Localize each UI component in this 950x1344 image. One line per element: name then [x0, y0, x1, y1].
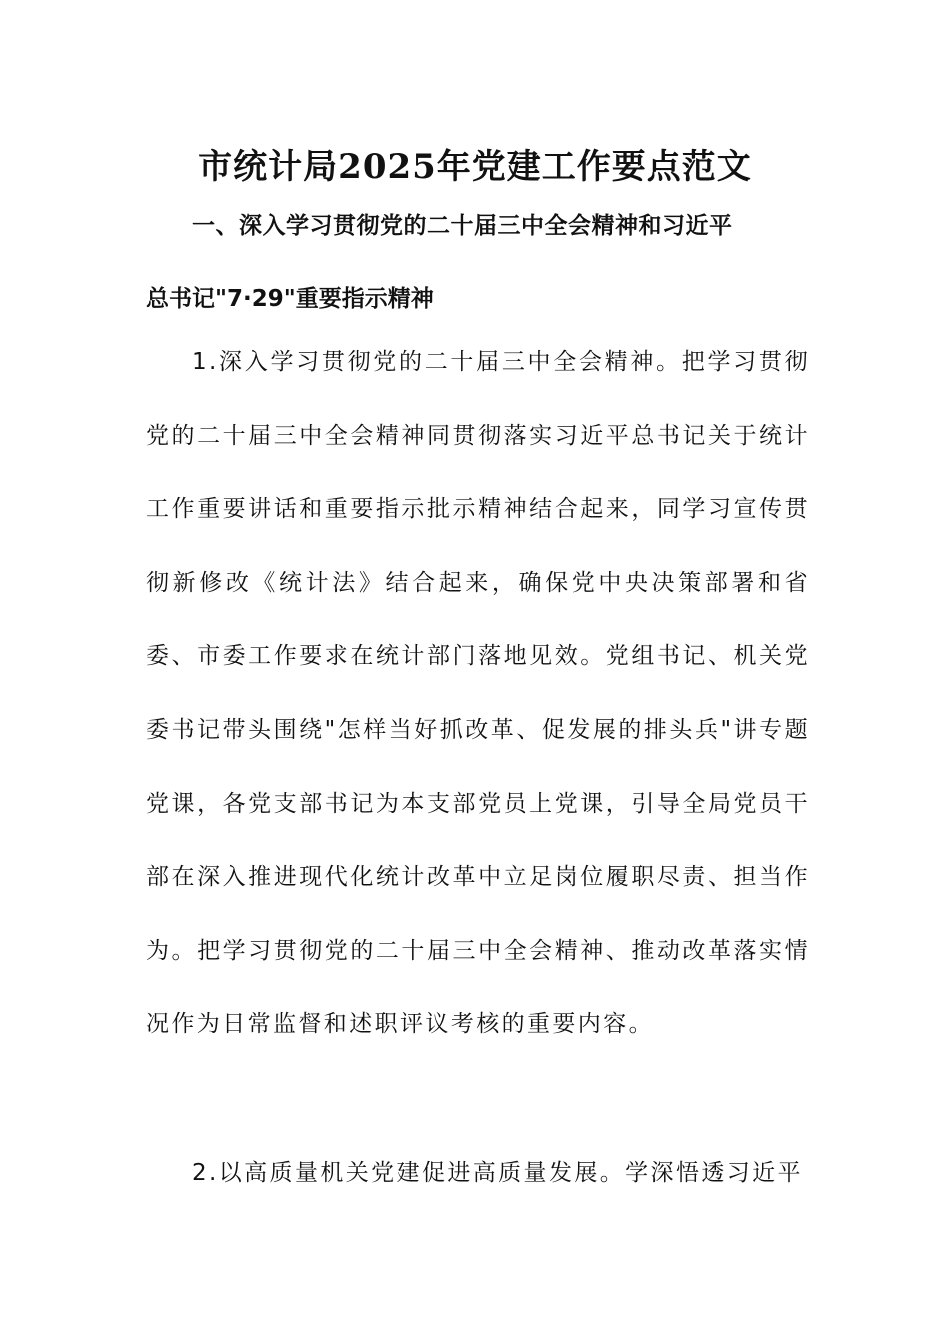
paragraph-1: 1.深入学习贯彻党的二十届三中全会精神。把学习贯彻党的二十届三中全会精神同贯彻落实习近平总书记关于统计工作重要讲话和重要指示批示精神结合起来，同学习宣传贯彻新修改《统计法》结合起来，确保党中央决策部署和省委、市委工作要求在统计部门落地见效。党组书记、机关党委书记带头围绕"怎样当好抓改革、促发展的排头兵"讲专题党课，各党支部书记为本支部党员上党课，引导全局党员干部在深入推进现代化统计改革中立足岗位履职尽责、担当作为。把学习贯彻党的二十届三中全会精神、推动改革落实情况作为日常监督和述职评议考核的重要内容。 — [146, 349, 810, 1038]
section-heading-line-1: 一、深入学习贯彻党的二十届三中全会精神和习近平 — [192, 213, 733, 239]
document-title: 市统计局2025年党建工作要点范文 — [198, 147, 752, 187]
section-heading-line-2: 总书记"7·29"重要指示精神 — [146, 286, 434, 312]
paragraph-2: 2.以高质量机关党建促进高质量发展。学深悟透习近平 — [192, 1160, 803, 1186]
